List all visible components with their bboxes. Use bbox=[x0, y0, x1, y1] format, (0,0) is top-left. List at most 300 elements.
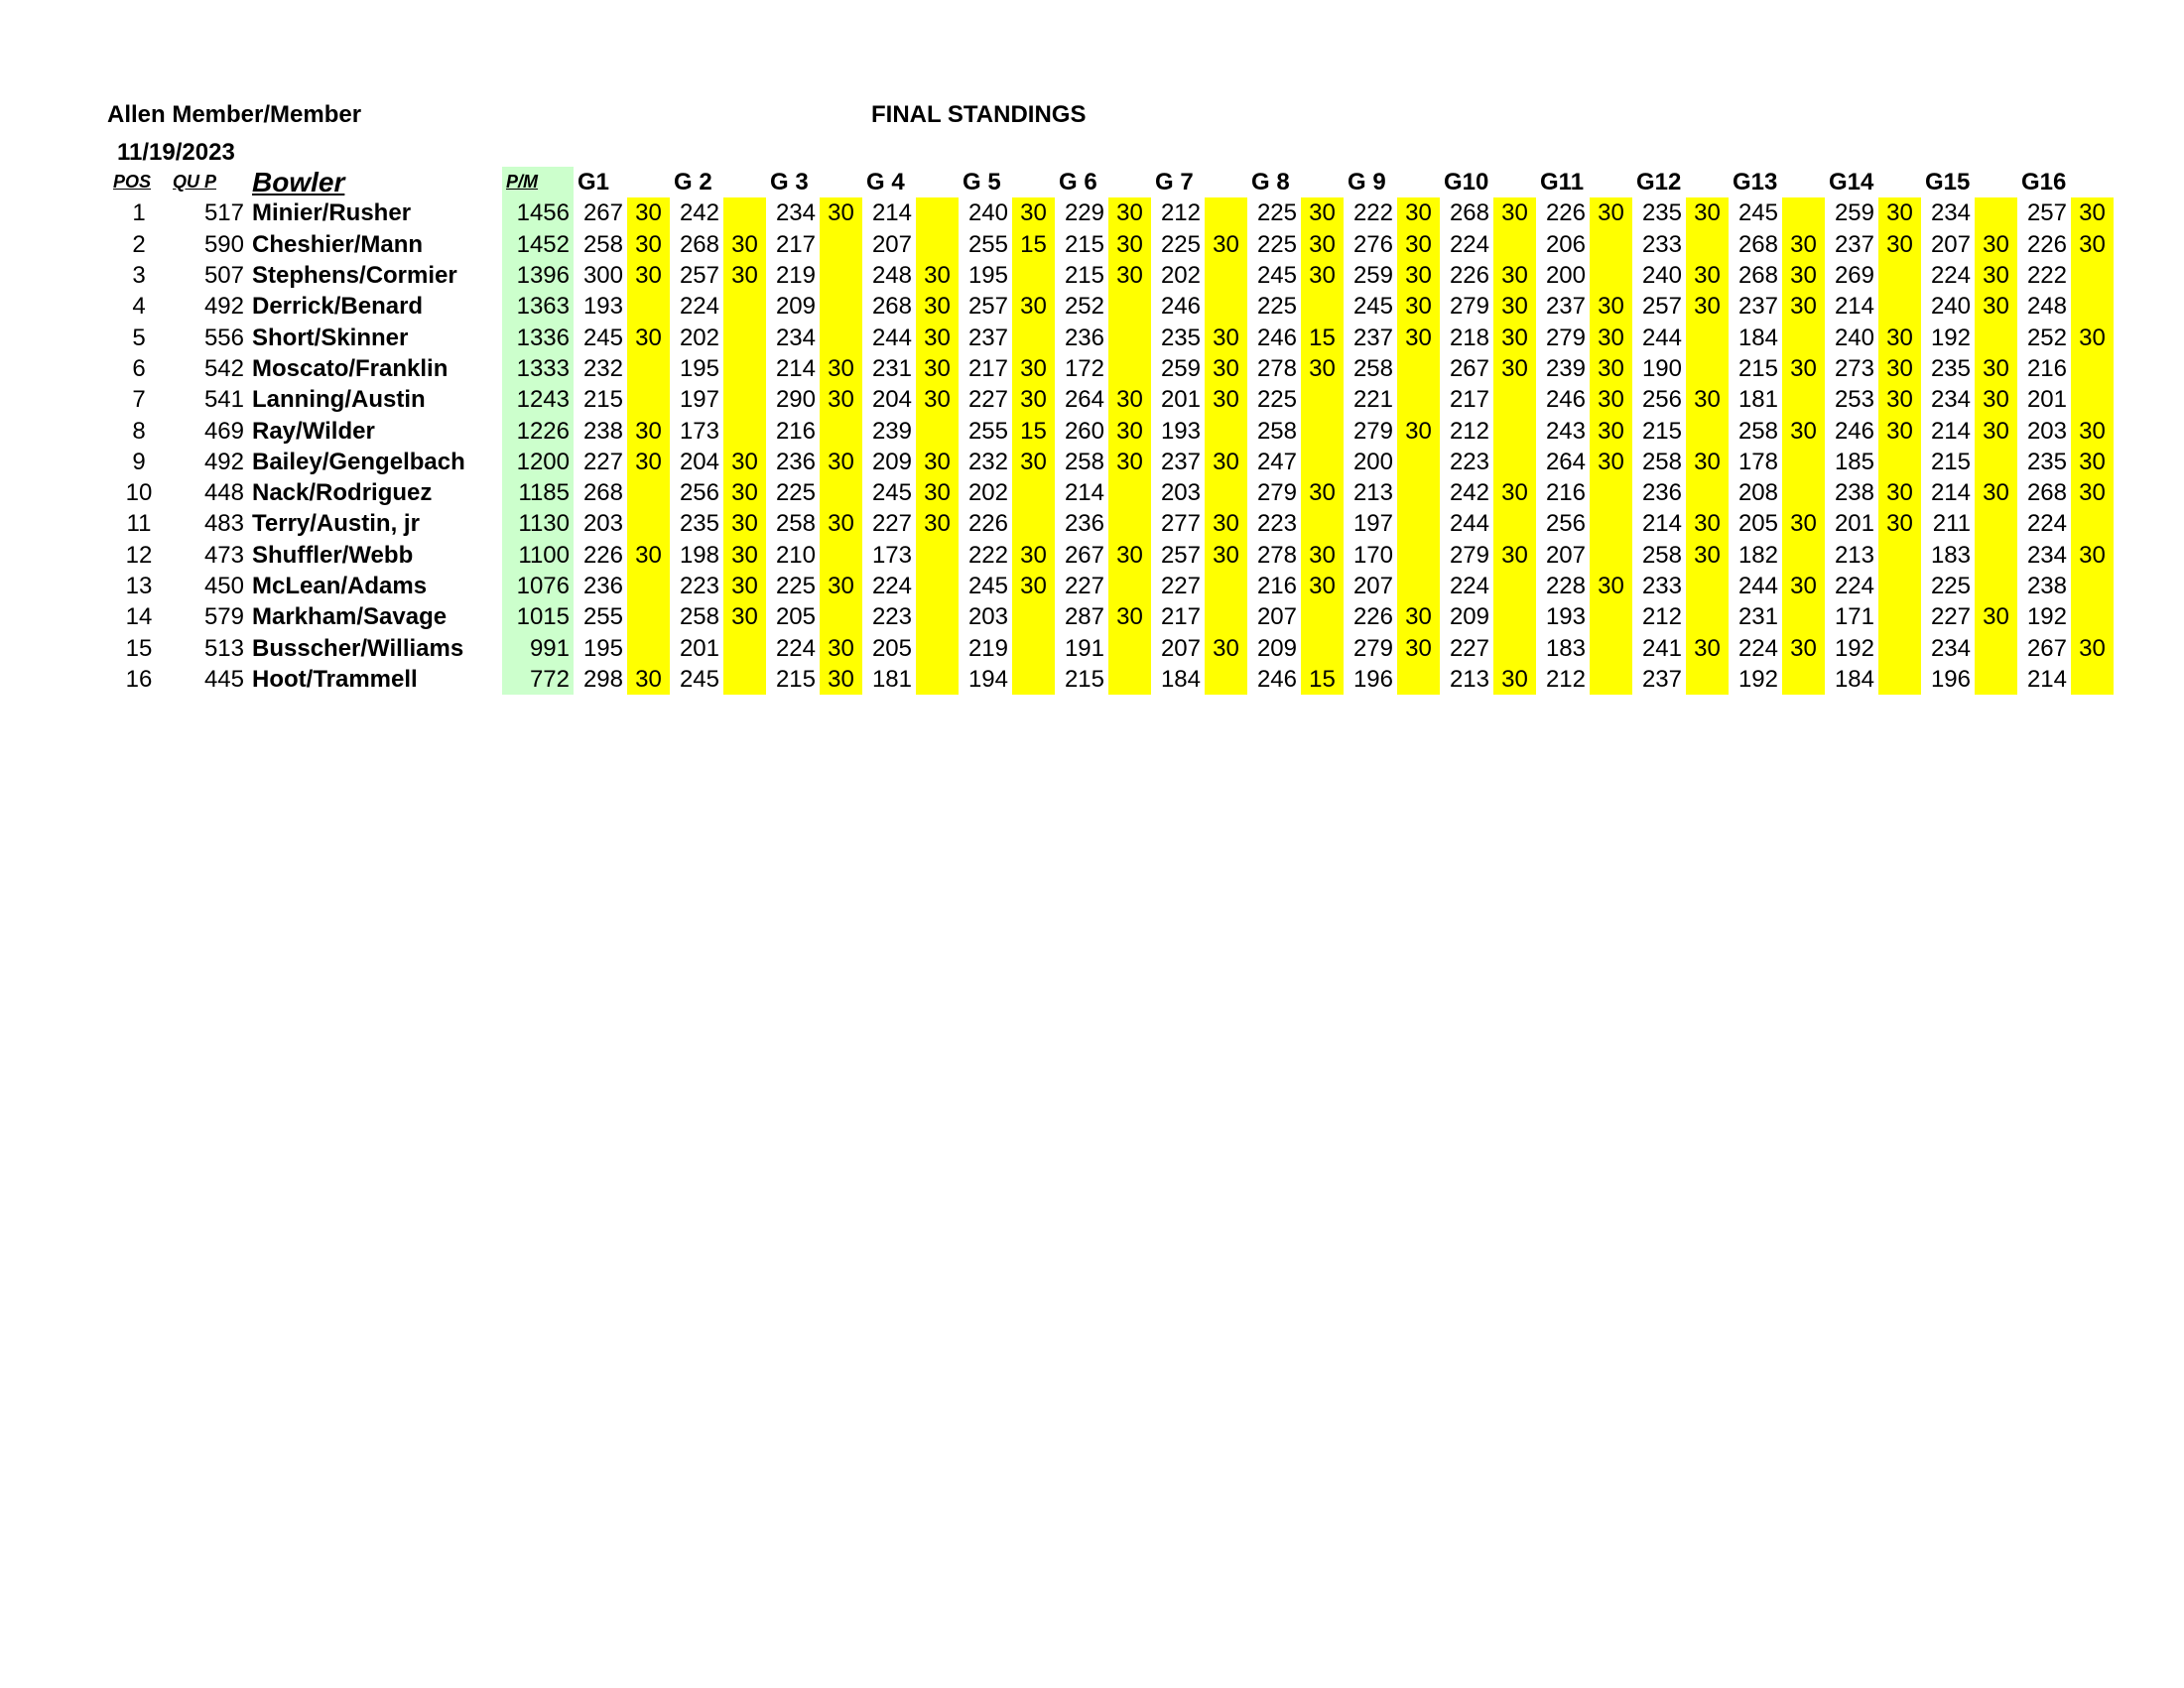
game-header: G1 bbox=[578, 169, 610, 196]
game-bonus-cell: 30 bbox=[916, 291, 959, 322]
game-bonus-cell: 30 bbox=[1878, 229, 1921, 260]
game-score-cell: 247 bbox=[1256, 448, 1297, 475]
game-score-cell: 196 bbox=[1930, 665, 1971, 693]
game-bonus-cell: 30 bbox=[1493, 477, 1536, 508]
game-score-cell: 267 bbox=[1064, 541, 1104, 569]
game-header: G 9 bbox=[1348, 169, 1386, 196]
position-cell: 1 bbox=[132, 199, 146, 227]
game-bonus-cell bbox=[1782, 664, 1825, 695]
game-bonus-cell: 30 bbox=[1782, 229, 1825, 260]
qualifying-cell: 469 bbox=[203, 417, 244, 445]
game-score-cell: 204 bbox=[871, 386, 912, 414]
game-bonus-cell: 30 bbox=[1012, 447, 1055, 477]
game-score-cell: 269 bbox=[1834, 262, 1874, 290]
game-bonus-cell: 30 bbox=[1782, 291, 1825, 322]
game-score-cell: 172 bbox=[1064, 354, 1104, 382]
game-bonus-cell: 30 bbox=[1686, 197, 1729, 228]
game-score-cell: 257 bbox=[1641, 293, 1682, 321]
game-bonus-cell: 30 bbox=[1397, 322, 1440, 352]
game-score-cell: 212 bbox=[1449, 417, 1489, 445]
game-bonus-cell bbox=[1205, 415, 1247, 446]
game-bonus-cell: 30 bbox=[820, 571, 862, 601]
game-bonus-cell: 30 bbox=[1397, 197, 1440, 228]
game-header: G 8 bbox=[1251, 169, 1290, 196]
game-score-cell: 217 bbox=[775, 230, 816, 258]
game-bonus-cell bbox=[2071, 664, 2114, 695]
game-score-cell: 253 bbox=[1834, 386, 1874, 414]
game-bonus-cell bbox=[723, 415, 766, 446]
game-bonus-cell: 30 bbox=[1301, 229, 1344, 260]
game-score-cell: 211 bbox=[1932, 510, 1971, 538]
game-score-cell: 255 bbox=[967, 417, 1008, 445]
qualifying-cell: 556 bbox=[203, 324, 244, 351]
game-score-cell: 205 bbox=[1737, 510, 1778, 538]
game-bonus-cell: 30 bbox=[1590, 571, 1632, 601]
game-score-cell: 237 bbox=[1834, 230, 1874, 258]
game-bonus-cell bbox=[1108, 508, 1151, 539]
game-bonus-cell bbox=[723, 353, 766, 384]
game-bonus-cell bbox=[916, 601, 959, 632]
game-score-cell: 204 bbox=[679, 448, 719, 475]
game-bonus-cell: 30 bbox=[1493, 353, 1536, 384]
position-cell: 15 bbox=[125, 634, 153, 662]
table-row bbox=[109, 571, 2114, 601]
game-bonus-cell: 30 bbox=[1301, 571, 1344, 601]
game-score-cell: 214 bbox=[1064, 479, 1104, 507]
table-row bbox=[109, 197, 2114, 228]
game-score-cell: 233 bbox=[1641, 230, 1682, 258]
pm-total-cell: 1226 bbox=[502, 415, 574, 446]
game-bonus-cell bbox=[1205, 601, 1247, 632]
game-bonus-cell bbox=[2071, 353, 2114, 384]
game-score-cell: 214 bbox=[775, 354, 816, 382]
game-score-cell: 215 bbox=[1064, 230, 1104, 258]
game-bonus-cell: 30 bbox=[1108, 384, 1151, 415]
game-bonus-cell bbox=[1686, 322, 1729, 352]
game-bonus-cell bbox=[1301, 384, 1344, 415]
game-bonus-cell bbox=[1782, 384, 1825, 415]
qualifying-cell: 590 bbox=[203, 230, 244, 258]
game-bonus-cell: 30 bbox=[723, 540, 766, 571]
game-score-cell: 207 bbox=[1256, 603, 1297, 631]
game-score-cell: 195 bbox=[679, 354, 719, 382]
game-bonus-cell bbox=[627, 632, 670, 663]
game-bonus-cell bbox=[1012, 601, 1055, 632]
game-score-cell: 225 bbox=[1256, 386, 1297, 414]
game-bonus-cell bbox=[1301, 508, 1344, 539]
game-score-cell: 210 bbox=[775, 541, 816, 569]
game-score-cell: 213 bbox=[1352, 479, 1393, 507]
game-score-cell: 203 bbox=[1160, 479, 1201, 507]
table-row bbox=[109, 477, 2114, 508]
game-bonus-cell: 30 bbox=[1493, 540, 1536, 571]
game-score-cell: 245 bbox=[871, 479, 912, 507]
bowler-name-cell: Short/Skinner bbox=[252, 324, 409, 351]
game-score-cell: 192 bbox=[1737, 665, 1778, 693]
game-score-cell: 197 bbox=[679, 386, 719, 414]
game-score-cell: 224 bbox=[1930, 262, 1971, 290]
game-score-cell: 279 bbox=[1449, 293, 1489, 321]
game-bonus-cell: 30 bbox=[627, 540, 670, 571]
game-bonus-cell bbox=[1493, 415, 1536, 446]
game-bonus-cell bbox=[1012, 322, 1055, 352]
game-bonus-cell: 30 bbox=[1301, 260, 1344, 291]
pm-total-cell: 1015 bbox=[502, 601, 574, 632]
game-bonus-cell bbox=[1493, 632, 1536, 663]
game-score-cell: 279 bbox=[1545, 324, 1586, 351]
game-bonus-cell bbox=[1301, 415, 1344, 446]
bowler-name-cell: Shuffler/Webb bbox=[252, 541, 414, 569]
game-bonus-cell bbox=[1397, 447, 1440, 477]
game-bonus-cell bbox=[1493, 571, 1536, 601]
game-score-cell: 237 bbox=[1160, 448, 1201, 475]
game-score-cell: 215 bbox=[1064, 262, 1104, 290]
game-score-cell: 239 bbox=[1545, 354, 1586, 382]
pm-total-cell: 1200 bbox=[502, 447, 574, 477]
qualifying-cell: 473 bbox=[203, 541, 244, 569]
game-bonus-cell bbox=[723, 664, 766, 695]
game-bonus-cell bbox=[1493, 447, 1536, 477]
game-score-cell: 232 bbox=[967, 448, 1008, 475]
table-row bbox=[109, 508, 2114, 539]
game-score-cell: 222 bbox=[967, 541, 1008, 569]
game-bonus-cell: 30 bbox=[1686, 540, 1729, 571]
game-score-cell: 260 bbox=[1064, 417, 1104, 445]
game-score-cell: 216 bbox=[775, 417, 816, 445]
game-bonus-cell: 30 bbox=[1975, 601, 2017, 632]
bowler-name-cell: Derrick/Benard bbox=[252, 293, 424, 321]
game-score-cell: 209 bbox=[871, 448, 912, 475]
game-score-cell: 226 bbox=[582, 541, 623, 569]
table-row bbox=[109, 447, 2114, 477]
game-score-cell: 268 bbox=[1449, 199, 1489, 227]
game-score-cell: 279 bbox=[1449, 541, 1489, 569]
game-score-cell: 227 bbox=[871, 510, 912, 538]
game-bonus-cell: 30 bbox=[1686, 384, 1729, 415]
game-bonus-cell: 30 bbox=[1782, 571, 1825, 601]
game-bonus-cell: 30 bbox=[820, 197, 862, 228]
game-bonus-cell: 30 bbox=[1975, 229, 2017, 260]
game-score-cell: 195 bbox=[582, 634, 623, 662]
game-score-cell: 214 bbox=[871, 199, 912, 227]
game-bonus-cell bbox=[723, 384, 766, 415]
game-score-cell: 214 bbox=[1834, 293, 1874, 321]
game-bonus-cell: 30 bbox=[1012, 291, 1055, 322]
game-score-cell: 201 bbox=[1160, 386, 1201, 414]
game-bonus-cell bbox=[820, 322, 862, 352]
game-score-cell: 227 bbox=[1449, 634, 1489, 662]
game-score-cell: 227 bbox=[967, 386, 1008, 414]
game-bonus-cell: 30 bbox=[916, 447, 959, 477]
game-score-cell: 203 bbox=[967, 603, 1008, 631]
game-bonus-cell: 30 bbox=[1975, 353, 2017, 384]
game-bonus-cell bbox=[1686, 664, 1729, 695]
game-score-cell: 246 bbox=[1256, 324, 1297, 351]
game-bonus-cell: 30 bbox=[1686, 260, 1729, 291]
qualifying-cell: 517 bbox=[203, 199, 244, 227]
game-bonus-cell: 30 bbox=[820, 664, 862, 695]
game-bonus-cell bbox=[1493, 601, 1536, 632]
game-bonus-cell: 30 bbox=[1782, 508, 1825, 539]
game-score-cell: 193 bbox=[1160, 417, 1201, 445]
game-score-cell: 234 bbox=[2026, 541, 2067, 569]
game-bonus-cell bbox=[1590, 664, 1632, 695]
bowler-name-cell: Terry/Austin, jr bbox=[252, 510, 420, 538]
game-score-cell: 231 bbox=[1737, 603, 1778, 631]
game-score-cell: 235 bbox=[1930, 354, 1971, 382]
pm-total-cell: 1185 bbox=[502, 477, 574, 508]
qualifying-cell: 513 bbox=[203, 634, 244, 662]
bowler-name-cell: Bailey/Gengelbach bbox=[252, 448, 465, 475]
game-score-cell: 267 bbox=[2026, 634, 2067, 662]
game-bonus-cell bbox=[820, 601, 862, 632]
game-score-cell: 248 bbox=[2026, 293, 2067, 321]
game-score-cell: 259 bbox=[1160, 354, 1201, 382]
game-score-cell: 237 bbox=[1641, 665, 1682, 693]
game-bonus-cell: 30 bbox=[2071, 632, 2114, 663]
game-score-cell: 256 bbox=[1641, 386, 1682, 414]
game-bonus-cell: 30 bbox=[1301, 353, 1344, 384]
game-bonus-cell: 30 bbox=[723, 229, 766, 260]
game-score-cell: 235 bbox=[679, 510, 719, 538]
game-score-cell: 225 bbox=[1930, 573, 1971, 599]
game-bonus-cell: 30 bbox=[723, 601, 766, 632]
game-score-cell: 212 bbox=[1545, 665, 1586, 693]
game-score-cell: 245 bbox=[1352, 293, 1393, 321]
game-bonus-cell bbox=[1878, 291, 1921, 322]
game-score-cell: 222 bbox=[2026, 262, 2067, 290]
pm-total-cell: 1100 bbox=[502, 540, 574, 571]
game-score-cell: 206 bbox=[1545, 230, 1586, 258]
game-bonus-cell: 30 bbox=[1493, 664, 1536, 695]
game-bonus-cell bbox=[1590, 477, 1632, 508]
game-bonus-cell: 30 bbox=[1878, 353, 1921, 384]
game-bonus-cell: 30 bbox=[1878, 415, 1921, 446]
game-bonus-cell: 30 bbox=[723, 571, 766, 601]
game-score-cell: 264 bbox=[1545, 448, 1586, 475]
game-bonus-cell: 30 bbox=[627, 197, 670, 228]
game-bonus-cell: 30 bbox=[1590, 291, 1632, 322]
game-bonus-cell: 30 bbox=[1108, 415, 1151, 446]
game-score-cell: 258 bbox=[775, 510, 816, 538]
game-score-cell: 201 bbox=[1834, 510, 1874, 538]
game-score-cell: 241 bbox=[1641, 634, 1682, 662]
bowler-name-cell: Lanning/Austin bbox=[252, 386, 426, 414]
game-bonus-cell: 30 bbox=[1397, 632, 1440, 663]
game-bonus-cell: 30 bbox=[627, 260, 670, 291]
game-bonus-cell bbox=[1878, 571, 1921, 601]
game-bonus-cell: 30 bbox=[1301, 197, 1344, 228]
standings-body bbox=[109, 197, 2114, 695]
game-score-cell: 252 bbox=[2026, 324, 2067, 351]
game-score-cell: 238 bbox=[582, 417, 623, 445]
game-score-cell: 193 bbox=[1545, 603, 1586, 631]
game-score-cell: 200 bbox=[1545, 262, 1586, 290]
game-score-cell: 264 bbox=[1064, 386, 1104, 414]
header-row bbox=[109, 167, 2114, 197]
game-score-cell: 209 bbox=[775, 293, 816, 321]
game-header: G 5 bbox=[963, 169, 1001, 196]
game-score-cell: 221 bbox=[1352, 386, 1393, 414]
game-score-cell: 273 bbox=[1834, 354, 1874, 382]
game-bonus-cell bbox=[2071, 384, 2114, 415]
game-bonus-cell bbox=[1012, 664, 1055, 695]
game-bonus-cell bbox=[1782, 601, 1825, 632]
game-bonus-cell: 30 bbox=[916, 508, 959, 539]
game-score-cell: 259 bbox=[1834, 199, 1874, 227]
game-bonus-cell: 30 bbox=[1397, 291, 1440, 322]
game-bonus-cell: 30 bbox=[1878, 508, 1921, 539]
game-score-cell: 215 bbox=[1641, 417, 1682, 445]
game-bonus-cell: 30 bbox=[820, 447, 862, 477]
game-score-cell: 300 bbox=[582, 262, 623, 290]
game-bonus-cell: 30 bbox=[1878, 384, 1921, 415]
game-score-cell: 214 bbox=[1641, 510, 1682, 538]
pm-total-cell: 1336 bbox=[502, 322, 574, 352]
bowler-name-cell: Markham/Savage bbox=[252, 603, 448, 631]
game-score-cell: 201 bbox=[679, 634, 719, 662]
game-score-cell: 212 bbox=[1641, 603, 1682, 631]
game-bonus-cell: 30 bbox=[1782, 415, 1825, 446]
qualifying-cell: 483 bbox=[203, 510, 244, 538]
game-bonus-cell bbox=[1782, 197, 1825, 228]
standings-table bbox=[109, 167, 2114, 695]
game-bonus-cell bbox=[1205, 571, 1247, 601]
bowler-name-cell: Ray/Wilder bbox=[252, 417, 375, 445]
game-score-cell: 215 bbox=[1737, 354, 1778, 382]
game-header: G12 bbox=[1636, 169, 1682, 196]
table-row bbox=[109, 322, 2114, 352]
game-score-cell: 258 bbox=[1641, 541, 1682, 569]
game-score-cell: 257 bbox=[1160, 541, 1201, 569]
game-bonus-cell: 30 bbox=[1205, 229, 1247, 260]
game-bonus-cell bbox=[1301, 291, 1344, 322]
game-bonus-cell: 30 bbox=[1397, 229, 1440, 260]
game-bonus-cell bbox=[1782, 540, 1825, 571]
game-score-cell: 235 bbox=[2026, 448, 2067, 475]
game-bonus-cell: 30 bbox=[627, 664, 670, 695]
game-score-cell: 238 bbox=[2026, 573, 2067, 599]
game-score-cell: 227 bbox=[1930, 603, 1971, 631]
pm-total-cell: 1243 bbox=[502, 384, 574, 415]
game-bonus-cell bbox=[1493, 508, 1536, 539]
game-score-cell: 240 bbox=[1930, 293, 1971, 321]
qualifying-cell: 445 bbox=[203, 665, 244, 693]
position-cell: 2 bbox=[132, 230, 146, 258]
game-bonus-cell bbox=[1493, 229, 1536, 260]
bowler-name-cell: Stephens/Cormier bbox=[252, 262, 457, 290]
game-score-cell: 223 bbox=[1256, 510, 1297, 538]
game-bonus-cell: 30 bbox=[916, 322, 959, 352]
bowler-name-cell: McLean/Adams bbox=[252, 573, 428, 599]
position-cell: 3 bbox=[132, 262, 146, 290]
game-score-cell: 245 bbox=[582, 324, 623, 351]
game-score-cell: 215 bbox=[775, 665, 816, 693]
game-bonus-cell bbox=[2071, 260, 2114, 291]
game-bonus-cell: 15 bbox=[1012, 415, 1055, 446]
game-bonus-cell bbox=[1108, 477, 1151, 508]
position-cell: 7 bbox=[132, 386, 146, 414]
game-bonus-cell bbox=[1975, 664, 2017, 695]
game-bonus-cell: 30 bbox=[1590, 415, 1632, 446]
pm-total-cell: 1456 bbox=[502, 197, 574, 228]
game-score-cell: 232 bbox=[582, 354, 623, 382]
game-score-cell: 184 bbox=[1737, 324, 1778, 351]
pm-total-cell: 772 bbox=[502, 664, 574, 695]
game-score-cell: 215 bbox=[582, 386, 623, 414]
game-bonus-cell bbox=[1975, 197, 2017, 228]
table-row bbox=[109, 415, 2114, 446]
game-bonus-cell: 30 bbox=[627, 229, 670, 260]
game-bonus-cell: 30 bbox=[1975, 291, 2017, 322]
game-score-cell: 227 bbox=[582, 448, 623, 475]
game-bonus-cell bbox=[820, 540, 862, 571]
table-row bbox=[109, 229, 2114, 260]
game-bonus-cell: 30 bbox=[1686, 291, 1729, 322]
game-bonus-cell: 30 bbox=[1205, 353, 1247, 384]
game-bonus-cell bbox=[627, 353, 670, 384]
game-bonus-cell bbox=[916, 415, 959, 446]
game-bonus-cell: 30 bbox=[2071, 415, 2114, 446]
game-score-cell: 224 bbox=[775, 634, 816, 662]
game-score-cell: 225 bbox=[1256, 230, 1297, 258]
game-bonus-cell: 30 bbox=[1108, 260, 1151, 291]
game-score-cell: 258 bbox=[1641, 448, 1682, 475]
game-bonus-cell bbox=[723, 632, 766, 663]
bowler-name-cell: Moscato/Franklin bbox=[252, 354, 449, 382]
game-score-cell: 236 bbox=[1641, 479, 1682, 507]
game-bonus-cell bbox=[820, 229, 862, 260]
game-score-cell: 256 bbox=[679, 479, 719, 507]
pm-total-cell: 1452 bbox=[502, 229, 574, 260]
game-score-cell: 190 bbox=[1641, 354, 1682, 382]
pm-total-cell: 1076 bbox=[502, 571, 574, 601]
table-row bbox=[109, 291, 2114, 322]
game-score-cell: 268 bbox=[1737, 230, 1778, 258]
game-score-cell: 245 bbox=[1256, 262, 1297, 290]
game-bonus-cell: 30 bbox=[1878, 197, 1921, 228]
game-bonus-cell bbox=[1108, 664, 1151, 695]
game-bonus-cell bbox=[820, 477, 862, 508]
game-score-cell: 268 bbox=[871, 293, 912, 321]
game-score-cell: 258 bbox=[1352, 354, 1393, 382]
game-bonus-cell bbox=[1205, 477, 1247, 508]
game-score-cell: 216 bbox=[1545, 479, 1586, 507]
game-bonus-cell bbox=[1975, 322, 2017, 352]
game-bonus-cell bbox=[916, 197, 959, 228]
game-bonus-cell bbox=[1975, 632, 2017, 663]
game-score-cell: 173 bbox=[679, 417, 719, 445]
game-score-cell: 216 bbox=[1256, 573, 1297, 599]
game-bonus-cell bbox=[1012, 477, 1055, 508]
game-score-cell: 214 bbox=[2026, 665, 2067, 693]
game-header: G16 bbox=[2021, 169, 2067, 196]
game-bonus-cell bbox=[1301, 447, 1344, 477]
game-bonus-cell: 30 bbox=[1590, 197, 1632, 228]
game-bonus-cell: 30 bbox=[1878, 322, 1921, 352]
qup-header: QU P bbox=[173, 172, 217, 193]
game-score-cell: 225 bbox=[1256, 199, 1297, 227]
game-bonus-cell bbox=[1782, 477, 1825, 508]
game-bonus-cell: 30 bbox=[1975, 384, 2017, 415]
game-bonus-cell: 30 bbox=[1686, 447, 1729, 477]
game-score-cell: 257 bbox=[967, 293, 1008, 321]
game-score-cell: 234 bbox=[1930, 199, 1971, 227]
game-score-cell: 240 bbox=[1641, 262, 1682, 290]
game-bonus-cell: 30 bbox=[1590, 384, 1632, 415]
position-cell: 13 bbox=[125, 573, 153, 599]
game-bonus-cell: 30 bbox=[2071, 447, 2114, 477]
